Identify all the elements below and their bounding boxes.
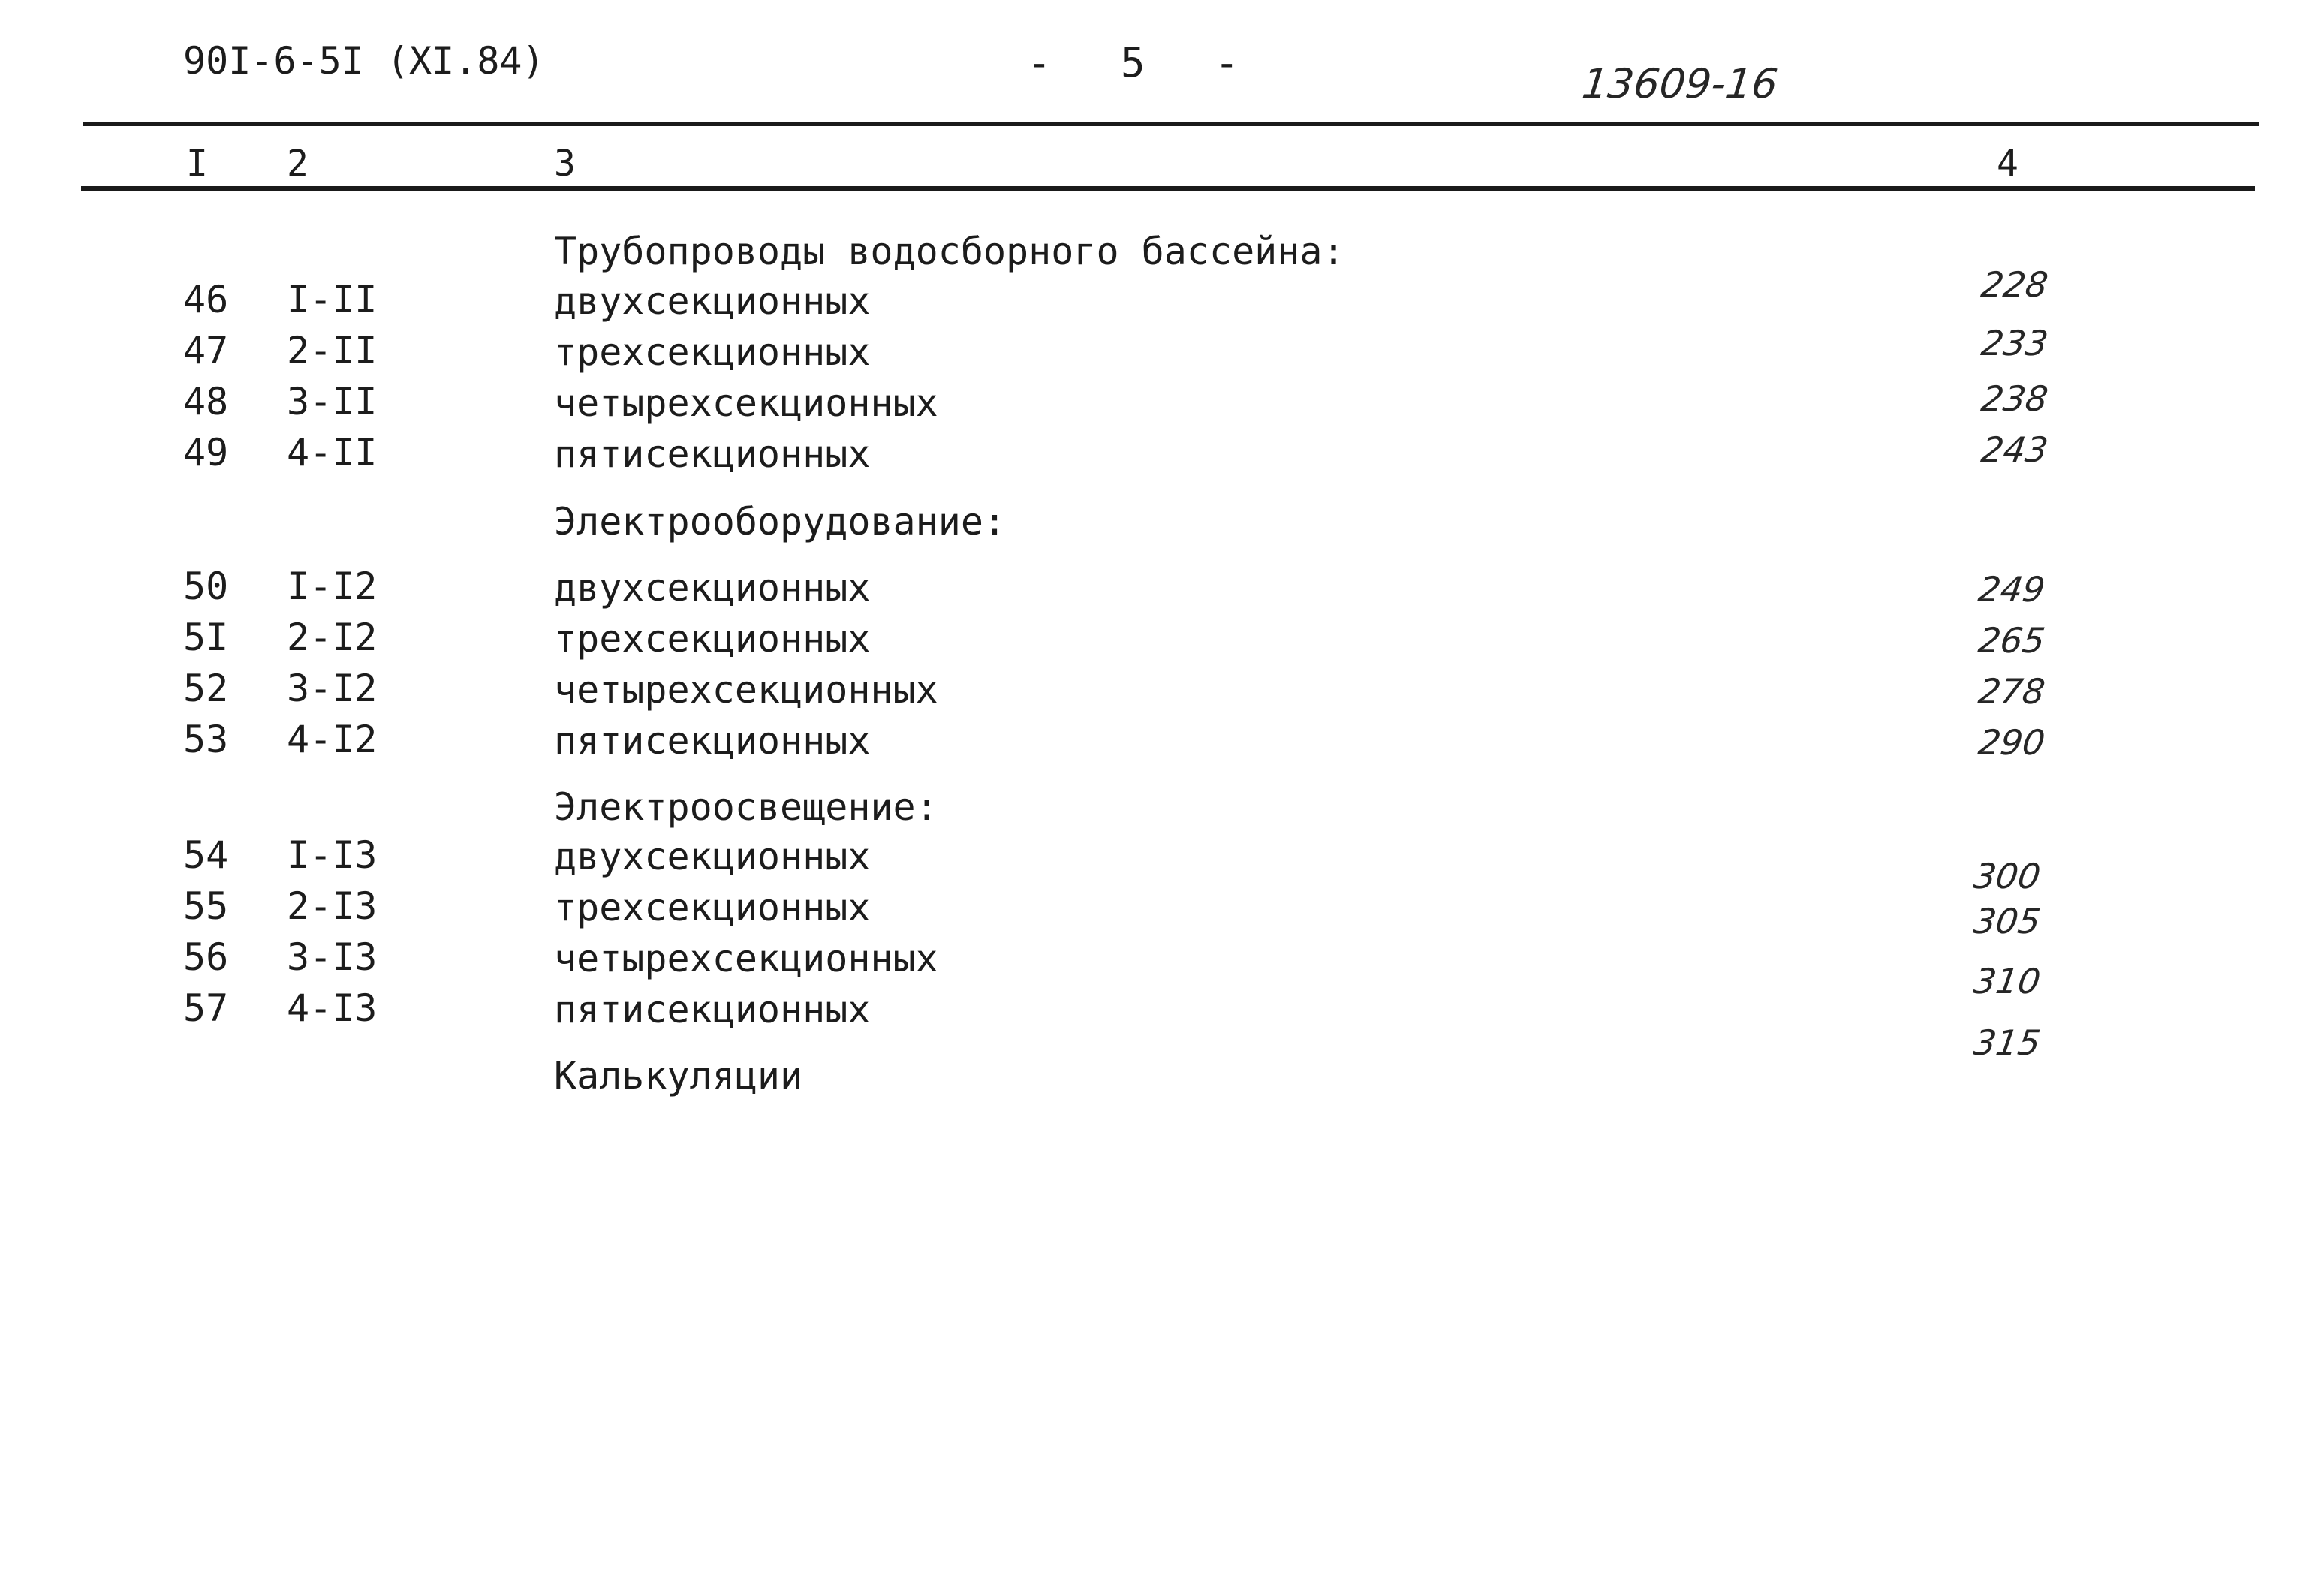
row-name: четырехсекционных xyxy=(554,668,938,712)
row-number: 46 xyxy=(183,278,229,321)
column-header-4: 4 xyxy=(1997,143,2019,185)
section-title: Электроосвещение: xyxy=(554,785,938,829)
row-name: двухсекционных xyxy=(554,566,871,610)
column-header-3: 3 xyxy=(554,143,576,185)
row-page: 305 xyxy=(1971,901,2043,941)
row-page: 310 xyxy=(1971,961,2043,1001)
row-name: пятисекционных xyxy=(554,988,871,1031)
row-code: 3-II xyxy=(287,380,378,423)
row-number: 53 xyxy=(183,718,229,761)
row-number: 54 xyxy=(183,833,229,877)
row-name: пятисекционных xyxy=(554,432,871,476)
row-page: 233 xyxy=(1979,323,2051,363)
row-page: 278 xyxy=(1976,671,2048,712)
row-number: 49 xyxy=(183,431,229,474)
row-code: 3-I2 xyxy=(287,667,378,710)
row-code: I-II xyxy=(287,278,378,321)
section-title: Калькуляции xyxy=(554,1054,803,1098)
row-code: 4-I3 xyxy=(287,986,378,1030)
section-title: Трубопроводы водосборного бассейна: xyxy=(554,230,1345,273)
top-rule xyxy=(83,122,2259,126)
handwritten-inventory-number: 13609-16 xyxy=(1579,60,1781,107)
column-header-2: 2 xyxy=(287,143,309,185)
row-page: 265 xyxy=(1976,620,2048,661)
header-bottom-rule xyxy=(81,186,2255,191)
row-code: 4-II xyxy=(287,431,378,474)
row-code: I-I3 xyxy=(287,833,378,877)
row-name: трехсекционных xyxy=(554,886,871,929)
row-code: 3-I3 xyxy=(287,935,378,979)
row-number: 57 xyxy=(183,986,229,1030)
row-code: 2-I3 xyxy=(287,884,378,928)
row-page: 238 xyxy=(1979,378,2051,419)
row-name: пятисекционных xyxy=(554,719,871,763)
row-number: 47 xyxy=(183,329,229,372)
row-page: 249 xyxy=(1976,569,2048,610)
row-page: 228 xyxy=(1979,264,2051,305)
row-number: 56 xyxy=(183,935,229,979)
row-code: 4-I2 xyxy=(287,718,378,761)
row-code: 2-I2 xyxy=(287,616,378,659)
row-page: 300 xyxy=(1971,856,2043,896)
document-code: 90I-6-5I (XI.84) xyxy=(183,39,545,83)
row-number: 52 xyxy=(183,667,229,710)
section-title: Электрооборудование: xyxy=(554,500,1007,544)
row-name: двухсекционных xyxy=(554,279,871,323)
row-name: двухсекционных xyxy=(554,835,871,878)
row-name: трехсекционных xyxy=(554,330,871,374)
row-name: четырехсекционных xyxy=(554,381,938,425)
row-name: трехсекционных xyxy=(554,617,871,661)
row-number: 50 xyxy=(183,565,229,608)
page-number: - 5 - xyxy=(1027,39,1262,86)
row-code: 2-II xyxy=(287,329,378,372)
row-number: 5I xyxy=(183,616,229,659)
row-page: 315 xyxy=(1971,1022,2043,1063)
column-header-1: I xyxy=(186,143,208,185)
row-page: 290 xyxy=(1976,722,2048,763)
row-number: 55 xyxy=(183,884,229,928)
row-code: I-I2 xyxy=(287,565,378,608)
row-number: 48 xyxy=(183,380,229,423)
row-name: четырехсекционных xyxy=(554,937,938,980)
row-page: 243 xyxy=(1979,429,2051,470)
